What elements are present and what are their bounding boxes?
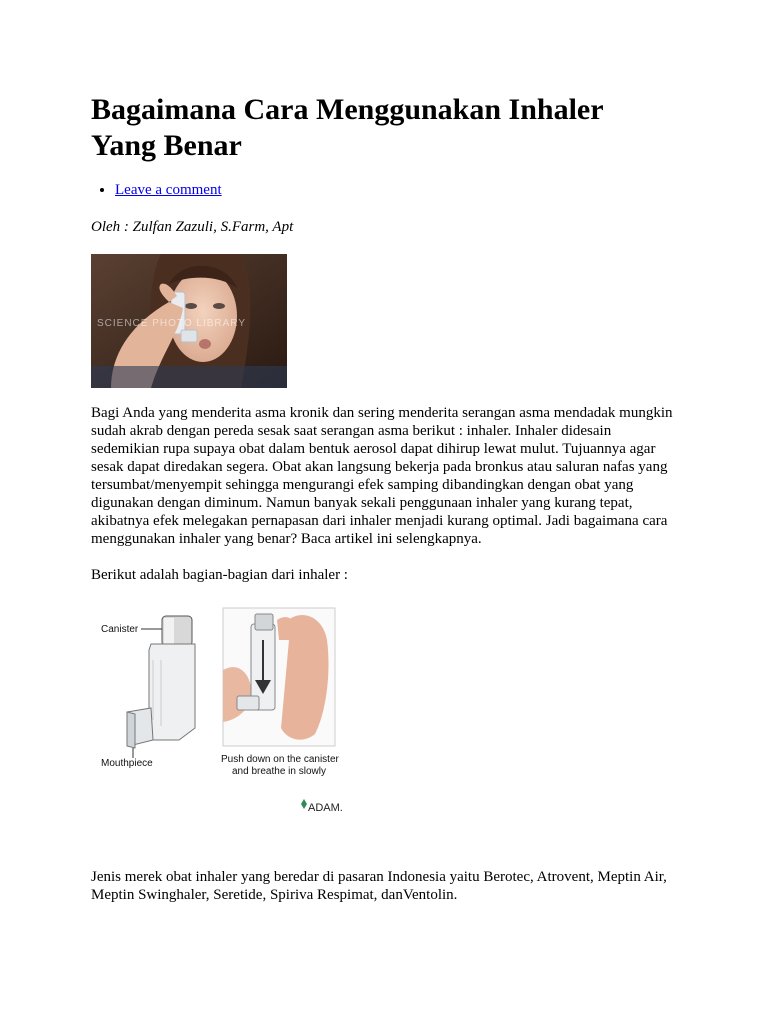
mouthpiece-label: Mouthpiece — [101, 758, 153, 769]
inhaler-diagram — [91, 600, 361, 830]
list-item — [115, 179, 222, 201]
diagram-caption-line-1: Push down on the canister — [221, 754, 339, 765]
photo-illustration — [91, 254, 287, 388]
girl-using-inhaler-photo — [91, 254, 287, 388]
canister-label: Canister — [101, 624, 139, 635]
author-byline: Oleh : Zulfan Zazuli, S.Farm, Apt — [91, 219, 294, 235]
leave-comment-link[interactable]: Leave a comment — [115, 182, 222, 198]
diagram-caption-line-2: and breathe in slowly — [232, 766, 326, 777]
adam-credit: ADAM. — [308, 802, 343, 814]
adam-logo — [301, 799, 343, 814]
inhaler-diagram-svg — [91, 600, 361, 830]
article-meta — [91, 179, 222, 201]
intro-paragraph: Bagi Anda yang menderita asma kronik dan sering menderita serangan asma mendadak mungkin sudah akrab dengan pereda sesak saat serangan asma berikut : inhaler. Inhaler didesain sedemikian rupa supaya obat dalam bentuk aerosol dapat dihirup lewat mulut. Tujuannya agar sesak dapat diredakan segera. Obat akan langsung bekerja pada bronkus atau saluran nafas yang tersumbat/menyempit sehingga mengurangi efek samping dibandingkan dengan obat yang digunakan dengan diminum. Namun banyak sekali penggunaan inhaler yang kurang tepat, akibatnya efek melegakan pernapasan dari inhaler menjadi kurang optimal. Jadi bagaimana cara menggunakan inhaler yang benar? Baca artikel ini selengkapnya. — [91, 405, 673, 547]
hand-pressing-inhaler-illustration — [223, 608, 335, 746]
parts-intro-text: Berikut adalah bagian-bagian dari inhaler : — [91, 567, 348, 583]
photo-watermark: SCIENCE PHOTO LIBRARY — [97, 318, 246, 329]
inhaler-illustration — [127, 616, 195, 748]
closing-paragraph: Jenis merek obat inhaler yang beredar di pasaran Indonesia yaitu Berotec, Atrovent, Meptin Air, Meptin Swinghaler, Seretide, Spiriva Respimat, danVentolin. — [91, 869, 667, 903]
article-title: Bagaimana Cara Menggunakan Inhaler Yang Benar — [91, 93, 604, 162]
